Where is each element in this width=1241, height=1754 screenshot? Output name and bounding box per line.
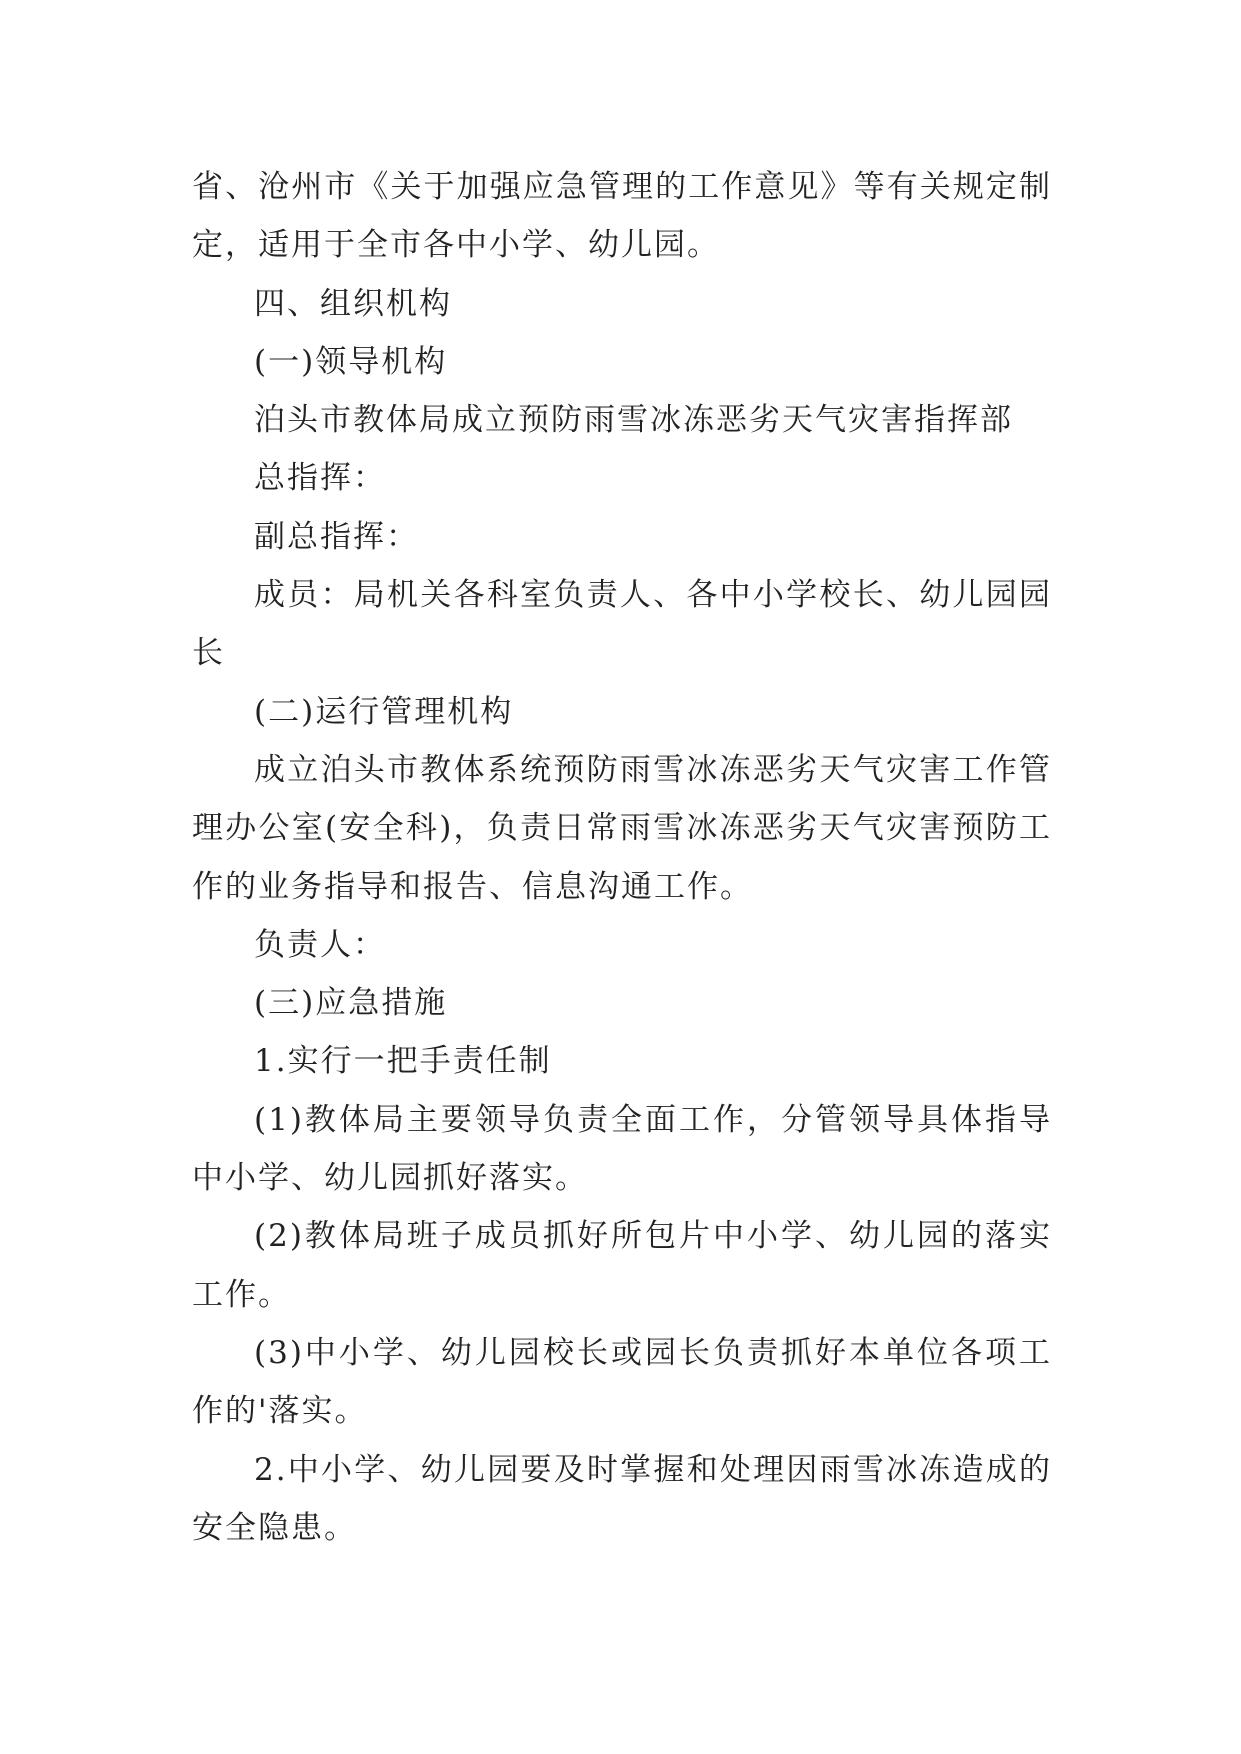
subsection-heading-measures: (三)应急措施 (254, 985, 448, 1022)
list-item-1-2: (2)教体局班子成员抓好所包片中小学、幼儿园的落实工作。 (192, 1218, 1052, 1313)
paragraph-members: 成员：局机关各科室负责人、各中小学校长、幼儿园园长 (192, 577, 1052, 672)
list-item-1-heading: 1.实行一把手责任制 (254, 1043, 552, 1080)
paragraph-commander: 总指挥： (254, 460, 386, 497)
paragraph-headquarters: 泊头市教体局成立预防雨雪冰冻恶劣天气灾害指挥部 (254, 402, 1013, 439)
paragraph-scope: 省、沧州市《关于加强应急管理的工作意见》等有关规定制定，适用于全市各中小学、幼儿园。 (192, 169, 1052, 264)
list-item-1-1: (1)教体局主要领导负责全面工作，分管领导具体指导中小学、幼儿园抓好落实。 (192, 1101, 1052, 1197)
paragraph-person-in-charge: 负责人： (254, 926, 386, 963)
list-item-1-3: (3)中小学、幼儿园校长或园长负责抓好本单位各项工作的'落实。 (192, 1334, 1052, 1430)
list-item-2: 2.中小学、幼儿园要及时掌握和处理因雨雪冰冻造成的安全隐患。 (192, 1451, 1052, 1546)
subsection-heading-operations: (二)运行管理机构 (254, 693, 514, 730)
section-heading-organization: 四、组织机构 (254, 285, 452, 322)
paragraph-office: 成立泊头市教体系统预防雨雪冰冻恶劣天气灾害工作管理办公室(安全科)，负责日常雨雪冰冻恶劣天气灾害预防工作的业务指导和报告、信息沟通工作。 (192, 751, 1052, 905)
subsection-heading-leadership: (一)领导机构 (254, 343, 448, 380)
document-body (192, 158, 1052, 1557)
paragraph-deputy-commander: 副总指挥： (254, 518, 419, 555)
